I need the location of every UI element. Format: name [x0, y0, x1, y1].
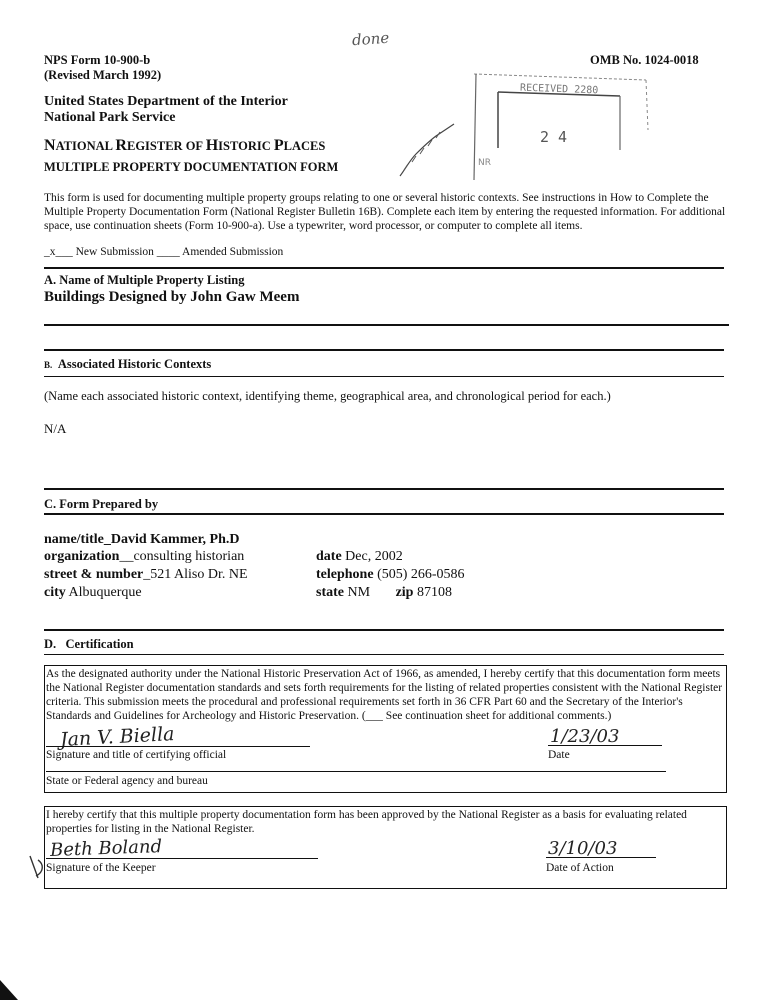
section-d-heading: D. Certification: [44, 637, 134, 651]
preparer-state-value[interactable]: NM: [344, 585, 371, 600]
keeper-signature[interactable]: Beth Boland: [49, 836, 163, 861]
preparer-city-value[interactable]: Albuquerque: [65, 585, 142, 600]
property-listing-name[interactable]: Buildings Designed by John Gaw Meem: [44, 289, 300, 305]
preparer-date-row: date Dec, 2002: [316, 549, 403, 564]
official-signature-line: [46, 746, 310, 747]
form-revised: (Revised March 1992): [44, 68, 162, 82]
preparer-telephone-row: telephone (505) 266-0586: [316, 567, 465, 582]
preparer-zip-value[interactable]: 87108: [413, 585, 452, 600]
preparer-date-value[interactable]: Dec, 2002: [341, 549, 403, 564]
keeper-date-line: [546, 857, 656, 858]
section-a-bottom-rule: [44, 324, 729, 326]
official-signature[interactable]: Jan V. Biella: [59, 723, 175, 751]
preparer-name-row: name/title_David Kammer, Ph.D: [44, 532, 240, 547]
new-submission-mark[interactable]: _x___: [44, 246, 73, 258]
form-subtitle: MULTIPLE PROPERTY DOCUMENTATION FORM: [44, 160, 339, 174]
official-signature-label: Signature and title of certifying official: [46, 749, 227, 761]
stamp-number: 2 4: [540, 128, 568, 146]
preparer-org-value[interactable]: __consulting historian: [119, 549, 245, 564]
amended-submission-label: Amended Submission: [182, 246, 284, 258]
handwritten-note: done: [351, 28, 390, 50]
section-a-heading: A. Name of Multiple Property Listing: [44, 273, 245, 287]
section-d-sub-rule: [44, 654, 724, 655]
agency-line: [46, 771, 666, 772]
section-c-heading: C. Form Prepared by: [44, 497, 159, 511]
preparer-name-value[interactable]: _David Kammer, Ph.D: [103, 532, 240, 547]
amended-submission-mark[interactable]: ____: [156, 246, 180, 258]
new-submission-label: New Submission: [75, 246, 154, 258]
keeper-date-label: Date of Action: [546, 862, 614, 874]
preparer-street-row: street & number_521 Aliso Dr. NE: [44, 567, 248, 582]
official-date-label: Date: [548, 749, 570, 761]
preparer-telephone-value[interactable]: (505) 266-0586: [373, 567, 465, 582]
keeper-signature-label: Signature of the Keeper: [46, 862, 156, 874]
omb-number: OMB No. 1024-0018: [590, 53, 699, 67]
section-b-instruction: (Name each associated historic context, identifying theme, geographical area, and chronological period for each.): [44, 389, 611, 403]
historic-contexts-value[interactable]: N/A: [44, 421, 67, 436]
reference-number-scribble-icon: [392, 120, 462, 182]
section-a-top-rule: [44, 267, 724, 269]
form-instructions: This form is used for documenting multiple property groups relating to one or several historic contexts. See instructions in How to Complete the Multiple Property Documentation Form (National Register Bulletin 16B). Complete each item by entering the requested information. For additional space, use continuation sheets (Form 10-900-a). Use a typewriter, word processor, or computer to complete all items.: [44, 192, 726, 232]
section-c-top-rule: [44, 488, 724, 490]
preparer-street-value[interactable]: _521 Aliso Dr. NE: [143, 567, 248, 582]
form-number: NPS Form 10-900-b: [44, 53, 151, 67]
service-name: National Park Service: [44, 110, 176, 125]
preparer-city-row: city Albuquerque: [44, 585, 142, 600]
keeper-statement: I hereby certify that this multiple property documentation form has been approved by the National Register as a basis for evaluating related properties for listing in the National Register.: [46, 809, 687, 835]
section-b-sub-rule: [44, 376, 724, 377]
section-b-top-rule: [44, 349, 724, 351]
keeper-action-date[interactable]: 3/10/03: [548, 838, 618, 859]
certification-statement: As the designated authority under the National Historic Preservation Act of 1966, as amended, I hereby certify that this documentation form meets the National Register documentation standards and sets forth requirements for the listing of related properties consistent with the National Register criteria. This submission meets the procedural and professional requirements set forth in 36 CFR Part 60 and the Secretary of the Interior's Standards and Guidelines for Archeology and Historic Preservation. (___ See continuation sheet for additional comments.): [46, 668, 723, 722]
form-title: NATIONAL REGISTER OF HISTORIC PLACES: [44, 137, 326, 154]
margin-scribble-icon: [26, 852, 48, 882]
section-b-heading: B. Associated Historic Contexts: [44, 357, 212, 371]
preparer-org-row: organization__consulting historian: [44, 549, 245, 564]
stamp-received: RECEIVED 2280: [519, 82, 599, 97]
section-d-top-rule: [44, 629, 724, 631]
department-name: United States Department of the Interior: [44, 94, 288, 109]
corner-triangle-icon: [0, 980, 22, 1000]
official-sign-date[interactable]: 1/23/03: [550, 726, 620, 747]
keeper-signature-line: [46, 858, 318, 859]
section-c-sub-rule: [44, 513, 724, 515]
received-stamp: [470, 70, 650, 185]
submission-type: [44, 245, 283, 259]
agency-label: State or Federal agency and bureau: [46, 775, 208, 787]
stamp-code: NR: [478, 158, 491, 168]
official-date-line: [548, 745, 662, 746]
preparer-state-row: state NM zip 87108: [316, 585, 452, 600]
